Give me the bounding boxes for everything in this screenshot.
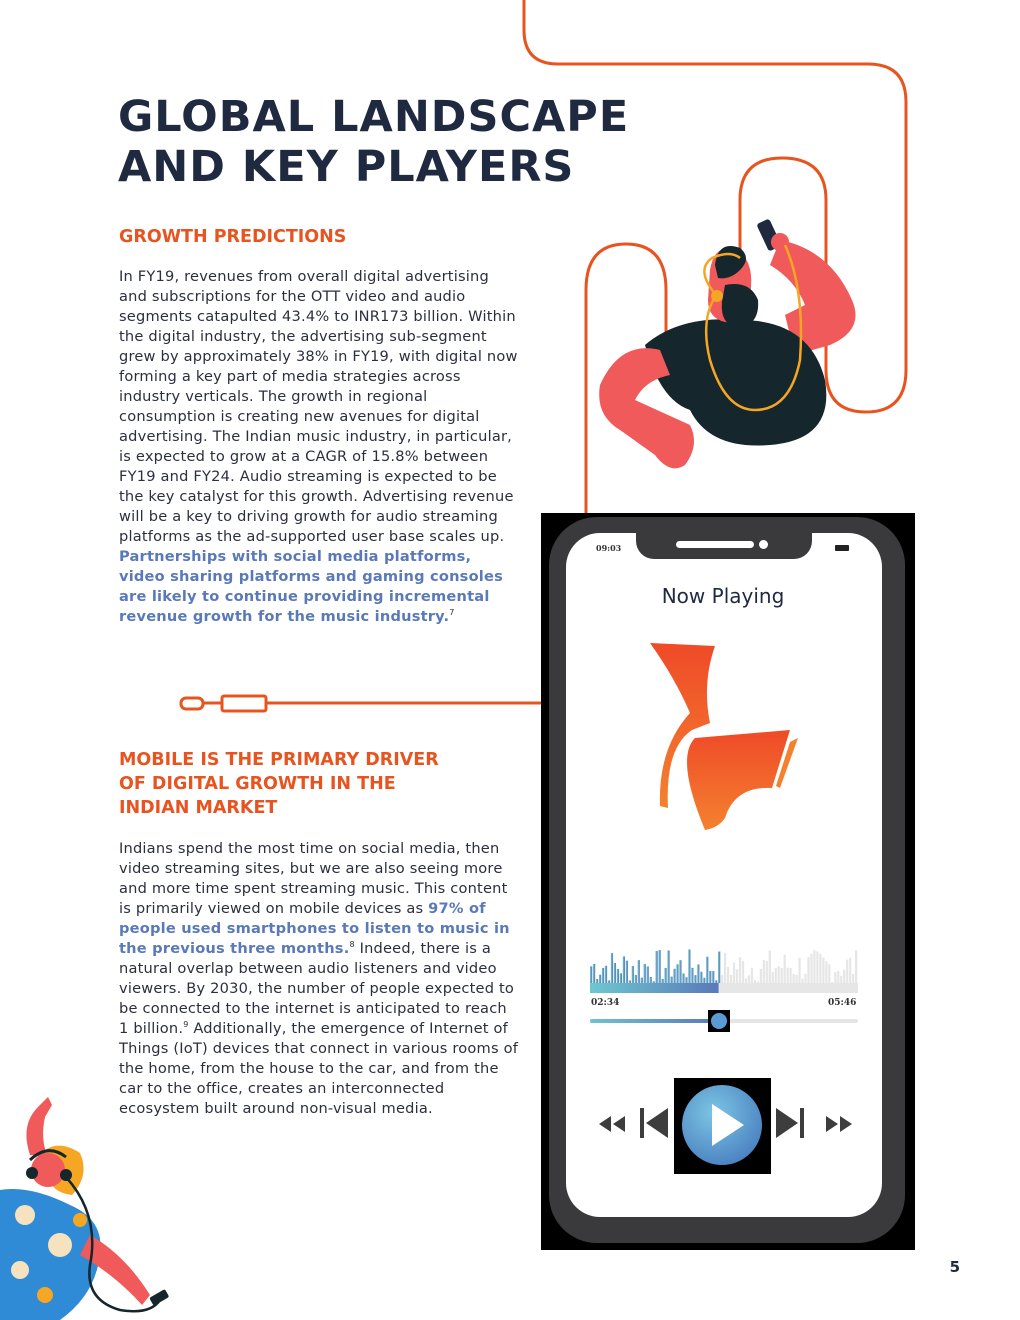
waveform-base-played bbox=[590, 983, 719, 993]
growth-predictions-heading: GROWTH PREDICTIONS bbox=[119, 227, 347, 247]
mobile-driver-text-start: Indians spend the most time on social media, then video streaming sites, but we are also seeing more and more time spent streaming music. This content is primarily viewed on mobile devices as bbox=[119, 840, 508, 917]
status-time: 09:03 bbox=[596, 543, 622, 553]
page-number: 5 bbox=[949, 1258, 960, 1276]
mobile-driver-body bbox=[119, 839, 519, 1119]
mobile-driver-text-end: Additionally, the emergence of Internet of Things (IoT) devices that connect in various rooms of the home, from the house to the car, and from the car to the office, creates an interconnected ecosystem built around non-visual media. bbox=[119, 1020, 519, 1117]
next-track-icon[interactable] bbox=[774, 1106, 806, 1140]
growth-predictions-highlight: Partnerships with social media platforms, video sharing platforms and gaming consoles are likely to continue providing incremental revenue growth for the music industry. bbox=[119, 548, 503, 625]
album-art-logo bbox=[640, 638, 805, 833]
footnote-9: 9 bbox=[183, 1020, 189, 1030]
seek-handle[interactable] bbox=[708, 1010, 730, 1032]
phone-camera bbox=[759, 540, 768, 549]
footnote-7: 7 bbox=[449, 608, 455, 618]
play-button[interactable] bbox=[674, 1078, 771, 1174]
footnote-8: 8 bbox=[349, 940, 355, 950]
mobile-driver-heading-line-1: MOBILE IS THE PRIMARY DRIVER bbox=[119, 750, 439, 770]
previous-track-icon[interactable] bbox=[638, 1106, 670, 1140]
fast-forward-icon[interactable] bbox=[824, 1114, 854, 1134]
total-duration: 05:46 bbox=[828, 998, 857, 1008]
growth-predictions-body bbox=[119, 267, 519, 627]
mobile-driver-heading-line-3: INDIAN MARKET bbox=[119, 798, 278, 818]
now-playing-label: Now Playing bbox=[661, 584, 785, 608]
audio-waveform bbox=[590, 945, 858, 993]
mobile-driver-highlight: 97% of people used smartphones to listen to music in the previous three months. bbox=[119, 900, 510, 957]
page-title-line-1: GLOBAL LANDSCAPE bbox=[118, 92, 630, 142]
page-title-line-2: AND KEY PLAYERS bbox=[118, 142, 575, 192]
growth-predictions-text: In FY19, revenues from overall digital advertising and subscriptions for the OTT video and audio segments catapulted 43.4% to INR173 billion. Within the digital industry, the advertising sub-segment grew by approximately 38% in FY19, with digital now forming a key part of media strategies across industry verticals. The growth in regional consumption is creating new avenues for digital advertising. The Indian music industry, in particular, is expected to grow at a CAGR of 15.8% between FY19 and FY24. Audio streaming is expected to be the key catalyst for this growth. Advertising revenue will be a key to driving growth for audio streaming platforms as the ad-supported user base scales up. bbox=[119, 268, 518, 545]
mobile-driver-text-mid: Indeed, there is a natural overlap between audio listeners and video viewers. By 2030, the number of people expected to be connected to the internet is anticipated to reach 1 billion. bbox=[119, 940, 515, 1037]
dancing-woman-illustration bbox=[0, 1095, 180, 1320]
page-title bbox=[118, 92, 629, 192]
audio-jack-icon bbox=[178, 693, 270, 715]
mobile-driver-heading bbox=[119, 748, 439, 820]
rewind-icon[interactable] bbox=[597, 1114, 627, 1134]
play-icon bbox=[674, 1078, 771, 1174]
mobile-driver-heading-line-2: OF DIGITAL GROWTH IN THE bbox=[119, 774, 396, 794]
seek-bar-progress bbox=[590, 1019, 719, 1023]
elapsed-time: 02:34 bbox=[591, 998, 620, 1008]
man-listening-illustration bbox=[590, 210, 870, 480]
battery-icon bbox=[835, 545, 849, 551]
phone-speaker bbox=[676, 541, 754, 548]
waveform-base-remaining bbox=[719, 983, 858, 993]
